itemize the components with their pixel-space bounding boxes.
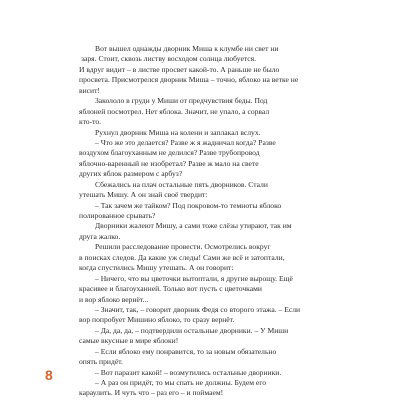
text-line: Закололо в груди у Миши от предчувствия беды. Под — [95, 96, 268, 106]
text-line: опять придёт. — [79, 357, 123, 367]
text-line: – Так зачем же тайком? Под покровом-то темноты яблоко — [95, 200, 282, 210]
text-line: заря. Стоит, сквозь листву восходом солнца любуется. — [81, 54, 256, 64]
text-line: Рухнул дворник Миша на колени и заплакал вслух. — [95, 127, 261, 137]
text-line: друга жалко. — [79, 231, 121, 241]
text-line: и вор яблоко вернёт... — [79, 294, 149, 304]
text-line: – Ничего, что вы цветочки вытоптали, я другие вырощу. Ещё — [95, 273, 293, 283]
text-line: караулить. И чуть что – раз его – и поймаем! — [79, 388, 224, 398]
text-line: кто-то. — [79, 117, 102, 127]
text-line: Решили расследование провести. Осмотрелись вокруг — [95, 242, 271, 252]
text-line: Дворники жалеют Мишу, а сами тоже слёзы утирают, так им — [95, 221, 292, 231]
text-line: Сбежались на плач остальные пять дворников. Стали — [95, 179, 268, 189]
text-line: воздухом благоуханным не делился? Разве трубопровод — [79, 148, 260, 158]
text-line: других яблок размером с арбуз? — [79, 169, 183, 179]
text-line: в поисках следов. Да какие уж следы! Сами же всё и затоптали, — [79, 252, 285, 262]
page-number: 8 — [45, 367, 53, 383]
text-line: вор попробует Мишино яблоко, то сразу вернёт. — [79, 315, 235, 325]
text-line: яблочно-варенный не изобретал? Разве ж мало на свете — [79, 158, 259, 168]
text-line: яблоней посмотрел. Нет яблока. Значит, не упало, а сорвал — [79, 106, 270, 116]
text-line: – Вот паразит какой! – возмутились остальные дворники. — [95, 367, 282, 377]
text-line: когда спустились Мишу утешать. А он говорит: — [79, 263, 234, 273]
text-line: Вот вышел однажды дворник Миша к клумбе ни свет ни — [95, 44, 279, 53]
text-line: И вдруг видит – в листве просвет какой-то. А раньше не было — [79, 64, 280, 74]
text-line: просвета. Присмотрелся дворник Миша – точно, яблоко на ветке не — [79, 75, 299, 85]
text-line: висит! — [79, 85, 100, 95]
text-line: – Что же это делается? Разве ж я жадничал когда? Разве — [95, 137, 276, 147]
story-text — [79, 44, 341, 399]
text-line: красивее и благоуханней. Только вот пусть с цветочками — [79, 284, 262, 294]
text-line: полированное срывать? — [79, 211, 156, 220]
text-line: – А раз он придёт, то мы спать не должны. Будем его — [95, 378, 267, 387]
text-line: самые вкусные в мире яблоки! — [79, 336, 179, 346]
text-line: – Да, да, да, – подтвердили остальные дворники. – У Миши — [95, 325, 289, 335]
text-line: – Значит, так, – говорит дворник Федя со второго этажа. – Если — [95, 304, 301, 314]
text-line: утешать Мишу. А он знай своё твердит: — [79, 190, 208, 200]
text-line: – Если яблоко ему понравится, то за новым обязательно — [95, 346, 277, 356]
